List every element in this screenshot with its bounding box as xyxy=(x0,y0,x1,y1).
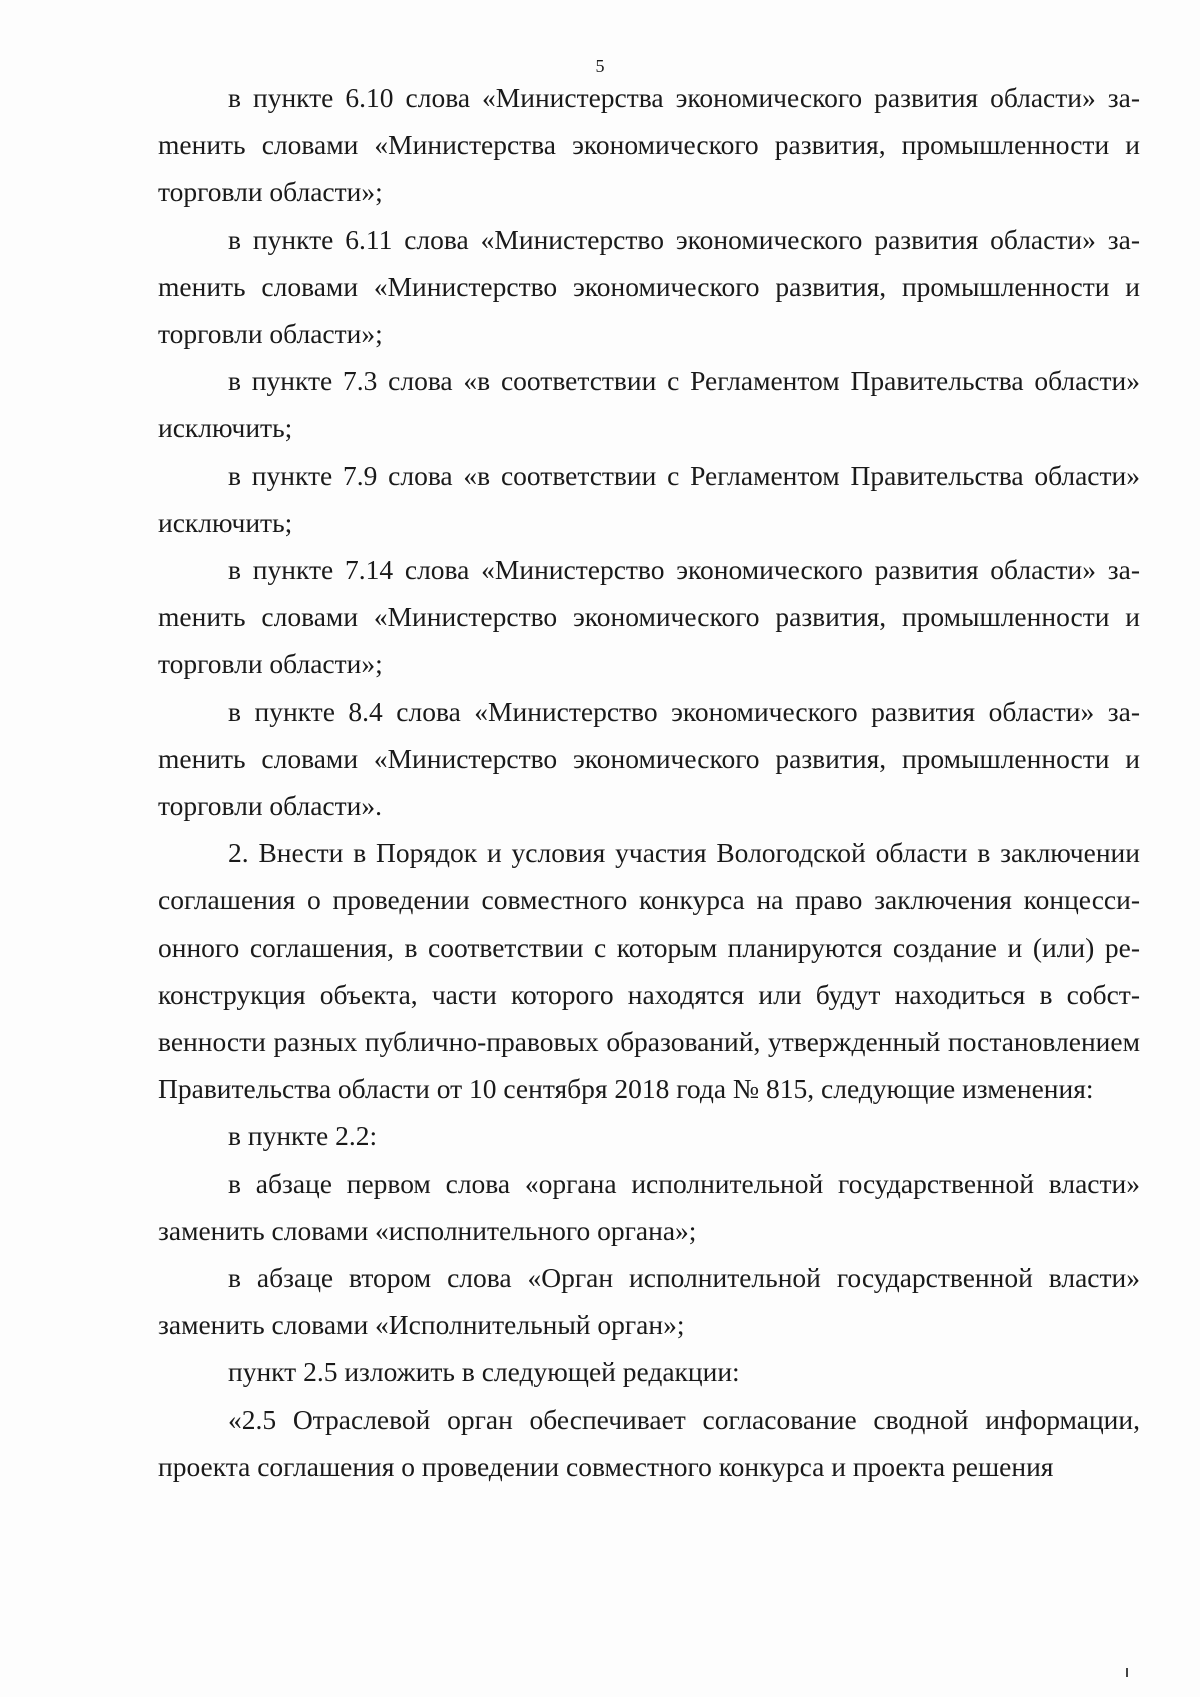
document-body xyxy=(158,74,1140,1490)
scan-mark xyxy=(1126,1668,1128,1677)
paragraph-item-2-5-text: «2.5 Отраслевой орган обеспечивает согласование сводной информации, проекта соглашения о проведении совместного конкурса и проекта решения xyxy=(158,1403,1140,1482)
paragraph-item-8-4: в пункте 8.4 слова «Министерство экономического развития области» заmенить словами «Министерство экономического развития, промышленности и торговли области». xyxy=(158,695,1140,822)
page-number: 5 xyxy=(595,56,605,76)
paragraph-item-6-11: в пункте 6.11 слова «Министерство экономического развития области» заmенить словами «Министерство экономического развития, промышленности и торговли области»; xyxy=(158,223,1140,350)
paragraph-item-2-2: в пункте 2.2: xyxy=(228,1120,378,1152)
paragraph-item-7-9: в пункте 7.9 слова «в соответствии с Регламентом Правительства области» исключить; xyxy=(158,459,1140,538)
paragraph-item-7-3: в пункте 7.3 слова «в соответствии с Регламентом Правительства области» исключить; xyxy=(158,365,1140,444)
paragraph-subparagraph-1: в абзаце первом слова «органа исполнительной государственной власти» заменить словами «исполнительного органа»; xyxy=(158,1167,1140,1246)
paragraph-item-2-5: пункт 2.5 изложить в следующей редакции: xyxy=(228,1356,740,1388)
paragraph-section-2: 2. Внести в Порядок и условия участия Вологодской области в заключении соглашения о проведении совместного конкурса на право заключения концессионного соглашения, в соответствии с которым планируются создание и (или) реконструкция объекта, части которого находятся или будут находиться в собственности разных публично-правовых образований, утвержденный постановлением Правительства области от 10 сентября 2018 года № 815, следующие изменения: xyxy=(158,837,1140,1105)
paragraph-item-6-10: в пункте 6.10 слова «Министерства экономического развития области» заmенить словами «Министерства экономического развития, промышленности и торговли области»; xyxy=(158,82,1140,208)
paragraph-subparagraph-2: в абзаце втором слова «Орган исполнительной государственной власти» заменить словами «Исполнительный орган»; xyxy=(158,1262,1140,1341)
paragraph-item-7-14: в пункте 7.14 слова «Министерство экономического развития области» заmенить словами «Министерство экономического развития, промышленности и торговли области»; xyxy=(158,554,1140,680)
